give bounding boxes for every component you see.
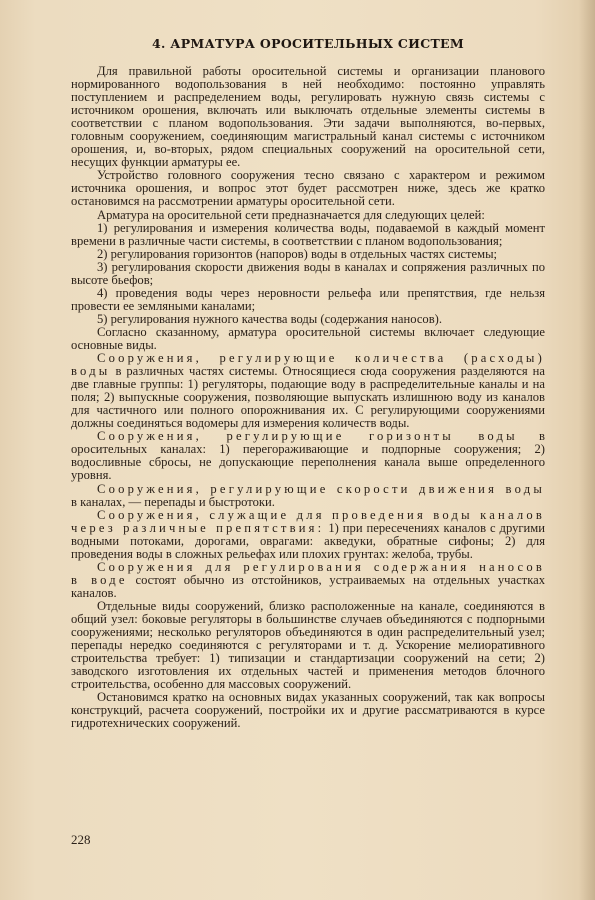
paragraph-sediment-structures: [71, 561, 545, 600]
paragraph-level-regulators: [71, 430, 545, 482]
purpose-item-1: 1) регулирования и измерения количества воды, подаваемой в каждый момент времени в различные части системы, в соответствии с планом водопользования;: [71, 220, 545, 248]
paragraph-head-structure: Устройство головного сооружения тесно связано с характером и режимом источника орошения, и вопрос этот будет рассмотрен ниже, здесь же кратко остановимся на рассмотрении арматуры оросительной сети.: [71, 168, 545, 209]
text-crossing-structures: 1) при пересечениях каналов с другими водными потоками, дорогами, оврагами: акведуки, обратные сифоны; 2) для проведения воды в сложных рельефах или плохих грунтах: желоба, трубы.: [71, 520, 545, 561]
section-title: 4. АРМАТУРА ОРОСИТЕЛЬНЫХ СИСТЕМ: [151, 36, 465, 51]
term-flow-regulators: Сооружения, регулирующие количества (расходы) воды: [71, 351, 545, 379]
text-velocity-regulators: в каналах, — перепады и быстротоки.: [71, 494, 275, 509]
paragraph-velocity-regulators: [71, 483, 545, 509]
text-sediment-structures: состоят обычно из отстойников, устраиваемых на отдельных участках каналов.: [71, 572, 546, 600]
term-velocity-regulators: Сооружения, регулирующие скорости движения воды: [97, 481, 545, 496]
text-level-regulators: в оросительных каналах: 1) перегораживающие и подпорные сооружения; 2) водосливные сбросы, не допускающие переполнения канала выше определенного уровня.: [71, 429, 545, 483]
page-number: 228: [71, 832, 91, 847]
term-level-regulators: Сооружения, регулирующие горизонты воды: [97, 429, 518, 444]
paragraph-crossing-structures: [71, 509, 545, 561]
paragraph-intro: Для правильной работы оросительной системы и организации планового нормированного водопользования в ней необходимо: постоянно управлять поступлением и распределением воды, регулировать нужную связь системы с источником орошения, включать или выключать отдельные элементы системы в соответствии с планом водопользования. Эти задачи выполняются, во-первых, головным сооружением, соединяющим магистральный канал системы с источником орошения, и, во-вторых, рядом специальных сооружений на оросительной сети, несущих функции арматуры ее.: [71, 64, 545, 170]
paragraph-flow-regulators: [71, 352, 545, 430]
purpose-item-3: 3) регулирования скорости движения воды в каналах и сопряжения различных по высоте бьефов;: [71, 259, 545, 287]
purpose-item-4: 4) проведения воды через неровности рельефа или препятствия, где нельзя провести ее земляными каналами;: [71, 285, 545, 313]
purpose-item-5: 5) регулирования нужного качества воды (содержания наносов).: [97, 311, 442, 326]
page-spine-shadow: [579, 0, 595, 900]
text-flow-regulators: в различных частях системы. Относящиеся сюда сооружения разделяются на две главные группы: 1) регуляторы, подающие воду в распределительные каналы и на поля; 2) выпускные сооружения, позволяющие выпускать излишнюю воду из каналов для частичного или полного опорожнивания их. С регулирующими сооружениями должны соединяться водомеры для измерения количеств воды.: [71, 364, 545, 431]
paragraph-types-intro: Согласно сказанному, арматура оросительной системы включает следующие основные виды.: [71, 324, 545, 352]
paragraph-purposes: Арматура на оросительной сети предназначается для следующих целей:: [97, 207, 485, 222]
term-sediment-structures: Сооружения для регулирования содержания наносов в воде: [71, 559, 545, 587]
paragraph-nodes: Отдельные виды сооружений, близко расположенные на канале, соединяются в общий узел: боковые регуляторы в большинстве случаев объединяются с подпорными сооружениями; несколько регуляторов объединяются в один распределительный узел; перепады нередко соединяются с регуляторами и т. д. Ускорение мелиоративного строительства требует: 1) типизации и стандартизации сооружений на сети; 2) заводского изготовления их отдельных частей и применения методов блочного строительства, особенно для массовых сооружений.: [71, 598, 545, 692]
page-content: [71, 30, 545, 730]
term-crossing-structures: Сооружения, служащие для проведения воды каналов через различные препятствия:: [71, 507, 545, 535]
paragraph-conclusion: Остановимся кратко на основных видах указанных сооружений, так как вопросы конструкций, расчета сооружений, постройки их и другие рассматриваются в курсе гидротехнических сооружений.: [71, 690, 545, 731]
purpose-item-2: 2) регулирования горизонтов (напоров) воды в отдельных частях системы;: [97, 246, 498, 261]
